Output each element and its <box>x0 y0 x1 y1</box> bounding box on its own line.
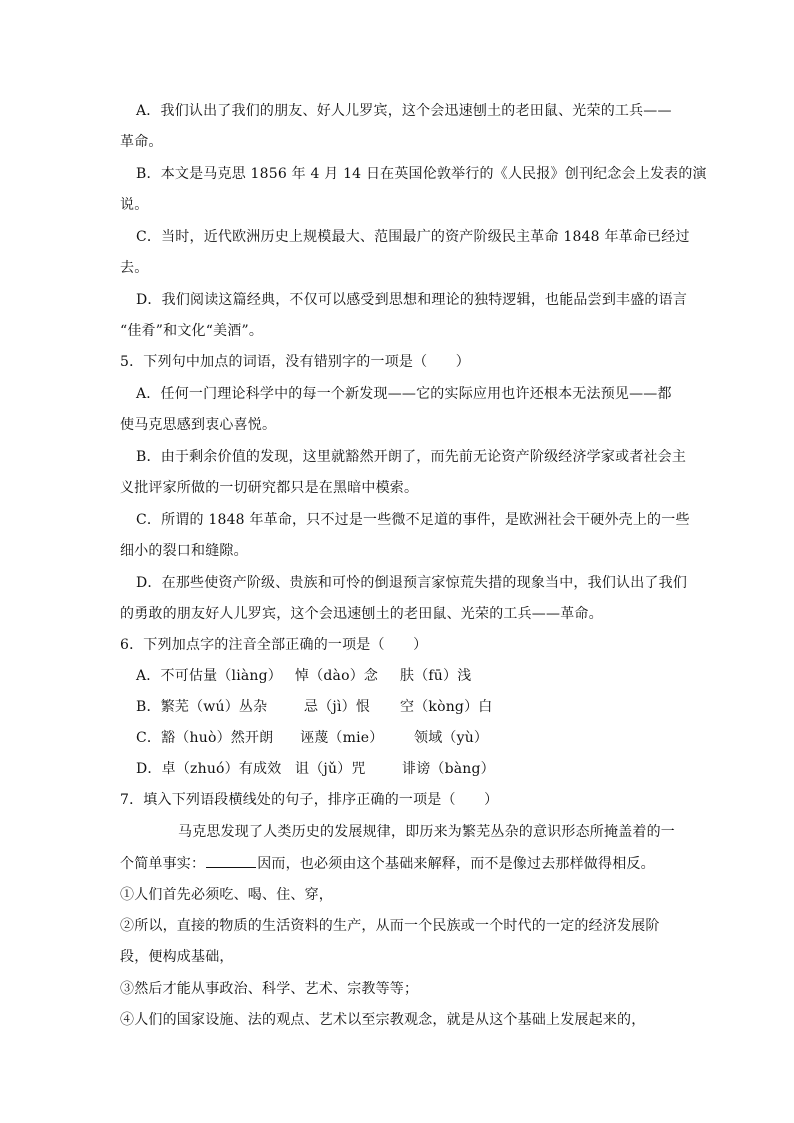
q4-option-b-line2: 说。 <box>120 197 149 213</box>
q4-option-c-line1: C．当时，近代欧洲历史上规模最大、范围最广的资产阶级民主革命 1848 年革命已经过 <box>136 229 690 245</box>
q5-option-b-line1: B．由于剩余价值的发现，这里就豁然开朗了，而先前无论资产阶级经济学家或者社会主 <box>136 449 687 465</box>
q4-option-d-line2: “佳肴”和文化“美酒”。 <box>120 323 264 339</box>
q7-stem: 7．填入下列语段横线处的句子，排序正确的一项是（ ） <box>120 792 499 808</box>
q7-answer-blank[interactable] <box>206 853 256 868</box>
q7-item-3: ③然后才能从事政治、科学、艺术、宗教等等； <box>120 981 419 997</box>
q6-stem: 6．下列加点字的注音全部正确的一项是（ ） <box>120 637 428 653</box>
q6-option-a-part2: 悼（dào）念 <box>295 668 379 684</box>
q6-option-a-part3: 肤（fū）浅 <box>400 668 472 684</box>
q6-option-c-part2: 诬蔑（mie） <box>300 730 384 746</box>
q5-option-a-line2: 使马克思感到衷心喜悦。 <box>120 417 277 433</box>
q7-item-2-line2: 段，便构成基础， <box>120 949 234 965</box>
q6-option-c-part3: 领域（yù） <box>414 730 489 746</box>
q7-item-1: ①人们首先必须吃、喝、住、穿， <box>120 887 333 903</box>
q7-paragraph-line2-tail: 因而，也必须由这个基础来解释，而不是像过去那样做得相反。 <box>257 856 655 872</box>
q4-option-a-line1: A．我们认出了我们的朋友、好人儿罗宾，这个会迅速刨土的老田鼠、光荣的工兵—— <box>136 103 672 119</box>
q6-option-d-part1: D．卓（zhuó）有成效 <box>136 761 282 777</box>
q6-option-b-part1: B．繁芜（wú）丛杂 <box>136 699 268 715</box>
q5-option-d-line2: 的勇敢的朋友好人儿罗宾，这个会迅速刨土的老田鼠、光荣的工兵——革命。 <box>120 606 603 622</box>
q6-option-b-part3: 空（kòng）白 <box>400 699 493 715</box>
q6-option-b-part2: 忌（jì）恨 <box>304 699 371 715</box>
q6-option-d-part2: 诅（jǔ）咒 <box>295 761 366 777</box>
q7-paragraph-line2 <box>120 853 655 874</box>
q7-paragraph-line2-lead: 个简单事实： <box>120 856 206 872</box>
q7-item-2-line1: ②所以，直接的物质的生活资料的生产，从而一个民族或一个时代的一定的经济发展阶 <box>120 918 660 934</box>
q5-option-a-line1: A．任何一门理论科学中的每一个新发现——它的实际应用也许还根本无法预见——都 <box>136 386 672 402</box>
q5-option-c-line2: 细小的裂口和缝隙。 <box>120 543 248 559</box>
q5-option-c-line1: C．所谓的 1848 年革命，只不过是一些微不足道的事件，是欧洲社会干硬外壳上的一些 <box>136 512 690 528</box>
q4-option-d-line1: D．我们阅读这篇经典，不仅可以感受到思想和理论的独特逻辑，也能品尝到丰盛的语言 <box>136 292 688 308</box>
q7-paragraph-line1: 马克思发现了人类历史的发展规律，即历来为繁芜丛杂的意识形态所掩盖着的一 <box>178 824 675 840</box>
q6-option-d-part3: 诽谤（bàng） <box>402 761 495 777</box>
q7-item-4: ④人们的国家设施、法的观点、艺术以至宗教观念，就是从这个基础上发展起来的， <box>120 1012 646 1028</box>
q5-option-d-line1: D．在那些使资产阶级、贵族和可怜的倒退预言家惊荒失措的现象当中，我们认出了我们 <box>136 575 688 591</box>
q6-option-a-part1: A．不可估量（liàng） <box>136 668 282 684</box>
q4-option-a-line2: 革命。 <box>120 134 163 150</box>
q4-option-b-line1: B．本文是马克思 1856 年 4 月 14 日在英国伦敦举行的《人民报》创刊纪念会上发表的演 <box>136 166 707 182</box>
q5-option-b-line2: 义批评家所做的一切研究都只是在黑暗中模索。 <box>120 480 419 496</box>
q4-option-c-line2: 去。 <box>120 260 149 276</box>
q5-stem: 5．下列句中加点的词语，没有错别字的一项是（ ） <box>120 354 470 370</box>
q6-option-c-part1: C．豁（huò）然开朗 <box>136 730 274 746</box>
